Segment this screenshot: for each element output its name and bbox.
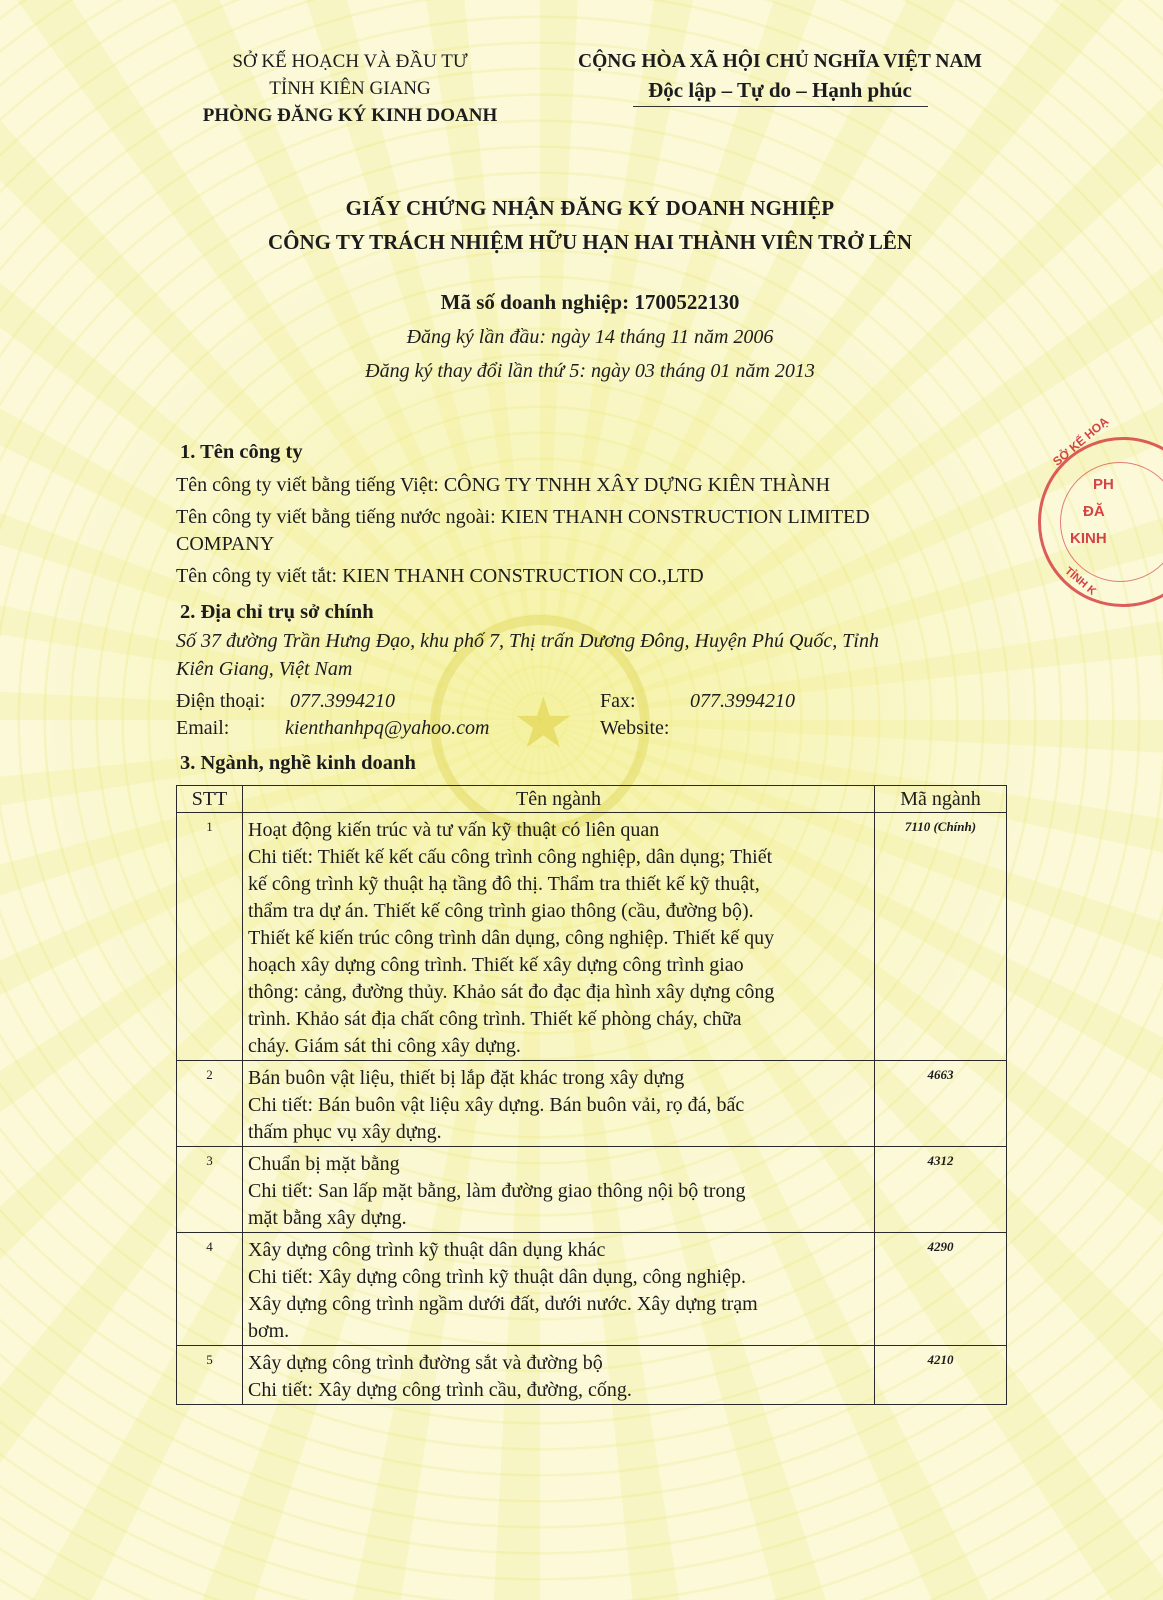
row-line: Chi tiết: San lấp mặt bằng, làm đường giao thông nội bộ trong xyxy=(248,1180,746,1202)
row-line: cháy. Giám sát thi công xây dựng. xyxy=(248,1035,521,1057)
fax-value: 077.3994210 xyxy=(690,690,795,712)
motto-underline xyxy=(633,106,928,107)
section-address-heading: 2. Địa chỉ trụ sở chính xyxy=(180,601,374,623)
row-line: Xây dựng công trình kỹ thuật dân dụng khác xyxy=(248,1239,606,1261)
row-line: Thiết kế kiến trúc công trình dân dụng, công nghiệp. Thiết kế quy xyxy=(248,927,775,949)
section-company-name-heading: 1. Tên công ty xyxy=(180,441,303,463)
document-title: GIẤY CHỨNG NHẬN ĐĂNG KÝ DOANH NGHIỆP xyxy=(345,196,835,220)
row-line: thấm phục vụ xây dựng. xyxy=(248,1121,442,1143)
row-line: Bán buôn vật liệu, thiết bị lắp đặt khác trong xây dựng xyxy=(248,1067,685,1089)
column-header-name: Tên ngành xyxy=(243,786,875,813)
row-business-name xyxy=(243,1233,875,1346)
row-line: thông: cảng, đường thủy. Khảo sát đo đạc địa hình xây dựng công xyxy=(248,981,775,1003)
row-line: Hoạt động kiến trúc và tư vấn kỹ thuật có liên quan xyxy=(248,819,660,841)
table-row xyxy=(177,1346,1007,1405)
change-registration-date: Đăng ký thay đổi lần thứ 5: ngày 03 tháng 01 năm 2013 xyxy=(365,360,815,382)
row-line: Xây dựng công trình ngầm dưới đất, dưới nước. Xây dựng trạm xyxy=(248,1293,758,1315)
authority-office: PHÒNG ĐĂNG KÝ KINH DOANH xyxy=(202,105,498,126)
row-line: Xây dựng công trình đường sắt và đường bộ xyxy=(248,1352,603,1374)
row-code: 4290 xyxy=(875,1233,1007,1346)
table-row xyxy=(177,1147,1007,1233)
row-business-name xyxy=(243,1346,875,1405)
row-stt: 3 xyxy=(177,1147,243,1233)
enterprise-code: Mã số doanh nghiệp: 1700522130 xyxy=(440,290,740,314)
stamp-bottom-text: TỈNH K xyxy=(1062,565,1099,598)
row-business-name xyxy=(243,1147,875,1233)
address-line2: Kiên Giang, Việt Nam xyxy=(176,658,353,680)
authority-department: SỞ KẾ HOẠCH VÀ ĐẦU TƯ xyxy=(232,51,468,72)
table-row xyxy=(177,813,1007,1061)
address-line1: Số 37 đường Trần Hưng Đạo, khu phố 7, Thị trấn Dương Đông, Huyện Phú Quốc, Tỉnh xyxy=(176,630,879,652)
section-business-lines-heading: 3. Ngành, nghề kinh doanh xyxy=(180,752,416,774)
country-name: CỘNG HÒA XÃ HỘI CHỦ NGHĨA VIỆT NAM xyxy=(578,51,982,72)
row-business-name xyxy=(243,813,875,1061)
motto: Độc lập – Tự do – Hạnh phúc xyxy=(648,78,912,102)
stamp-text-a: PH xyxy=(1093,476,1114,493)
email-value: kienthanhpq@yahoo.com xyxy=(285,717,490,739)
row-code: 4210 xyxy=(875,1346,1007,1405)
email-label: Email: xyxy=(176,717,230,739)
star-watermark-icon: ★ xyxy=(512,686,575,763)
table-row xyxy=(177,1233,1007,1346)
national-motto xyxy=(560,48,1000,107)
row-line: Chuẩn bị mặt bằng xyxy=(248,1153,400,1175)
row-business-name xyxy=(243,1061,875,1147)
phone-label: Điện thoại: xyxy=(176,690,266,712)
company-name-foreign-line2: COMPANY xyxy=(176,533,275,555)
company-type-title: CÔNG TY TRÁCH NHIỆM HỮU HẠN HAI THÀNH VIÊN TRỞ LÊN xyxy=(267,230,913,254)
row-line: Chi tiết: Xây dựng công trình cầu, đường, cống. xyxy=(248,1379,632,1401)
business-lines-table xyxy=(176,785,1007,1405)
stamp-text-b: ĐĂ xyxy=(1083,503,1105,520)
row-code: 4312 xyxy=(875,1147,1007,1233)
column-header-stt: STT xyxy=(177,786,243,813)
row-line: kế công trình kỹ thuật hạ tầng đô thị. Thẩm tra thiết kế kỹ thuật, xyxy=(248,873,760,895)
row-line: Chi tiết: Xây dựng công trình kỹ thuật dân dụng, công nghiệp. xyxy=(248,1266,746,1288)
stamp-text-c: KINH xyxy=(1070,530,1107,547)
row-line: thẩm tra dự án. Thiết kế công trình giao thông (cầu, đường bộ). xyxy=(248,900,754,922)
table-header-row xyxy=(177,786,1007,813)
column-header-code: Mã ngành xyxy=(875,786,1007,813)
authority-province: TỈNH KIÊN GIANG xyxy=(269,78,431,99)
issuing-authority xyxy=(160,48,540,129)
table-row xyxy=(177,1061,1007,1147)
company-short-name: Tên công ty viết tắt: KIEN THANH CONSTRUCTION CO.,LTD xyxy=(176,565,704,587)
phone-value: 077.3994210 xyxy=(290,690,395,712)
row-line: mặt bằng xây dựng. xyxy=(248,1207,407,1229)
row-stt: 1 xyxy=(177,813,243,1061)
row-stt: 2 xyxy=(177,1061,243,1147)
first-registration-date: Đăng ký lần đầu: ngày 14 tháng 11 năm 2006 xyxy=(406,326,774,348)
company-name-vietnamese: Tên công ty viết bằng tiếng Việt: CÔNG TY TNHH XÂY DỰNG KIÊN THÀNH xyxy=(176,474,831,496)
row-code: 7110 (Chính) xyxy=(875,813,1007,1061)
row-stt: 4 xyxy=(177,1233,243,1346)
row-line: bơm. xyxy=(248,1320,290,1342)
row-code: 4663 xyxy=(875,1061,1007,1147)
stamp-arc-text: SỞ KẾ HOẠ xyxy=(1050,414,1112,469)
row-line: trình. Khảo sát địa chất công trình. Thiết kế phòng cháy, chữa xyxy=(248,1008,742,1030)
website-label: Website: xyxy=(600,717,670,739)
row-line: Chi tiết: Bán buôn vật liệu xây dựng. Bán buôn vải, rọ đá, bấc xyxy=(248,1094,745,1116)
row-line: Chi tiết: Thiết kế kết cấu công trình công nghiệp, dân dụng; Thiết xyxy=(248,846,773,868)
row-line: hoạch xây dựng công trình. Thiết kế xây dựng công trình giao xyxy=(248,954,744,976)
fax-label: Fax: xyxy=(600,690,636,712)
row-stt: 5 xyxy=(177,1346,243,1405)
company-name-foreign-line1: Tên công ty viết bằng tiếng nước ngoài: KIEN THANH CONSTRUCTION LIMITED xyxy=(176,506,870,528)
